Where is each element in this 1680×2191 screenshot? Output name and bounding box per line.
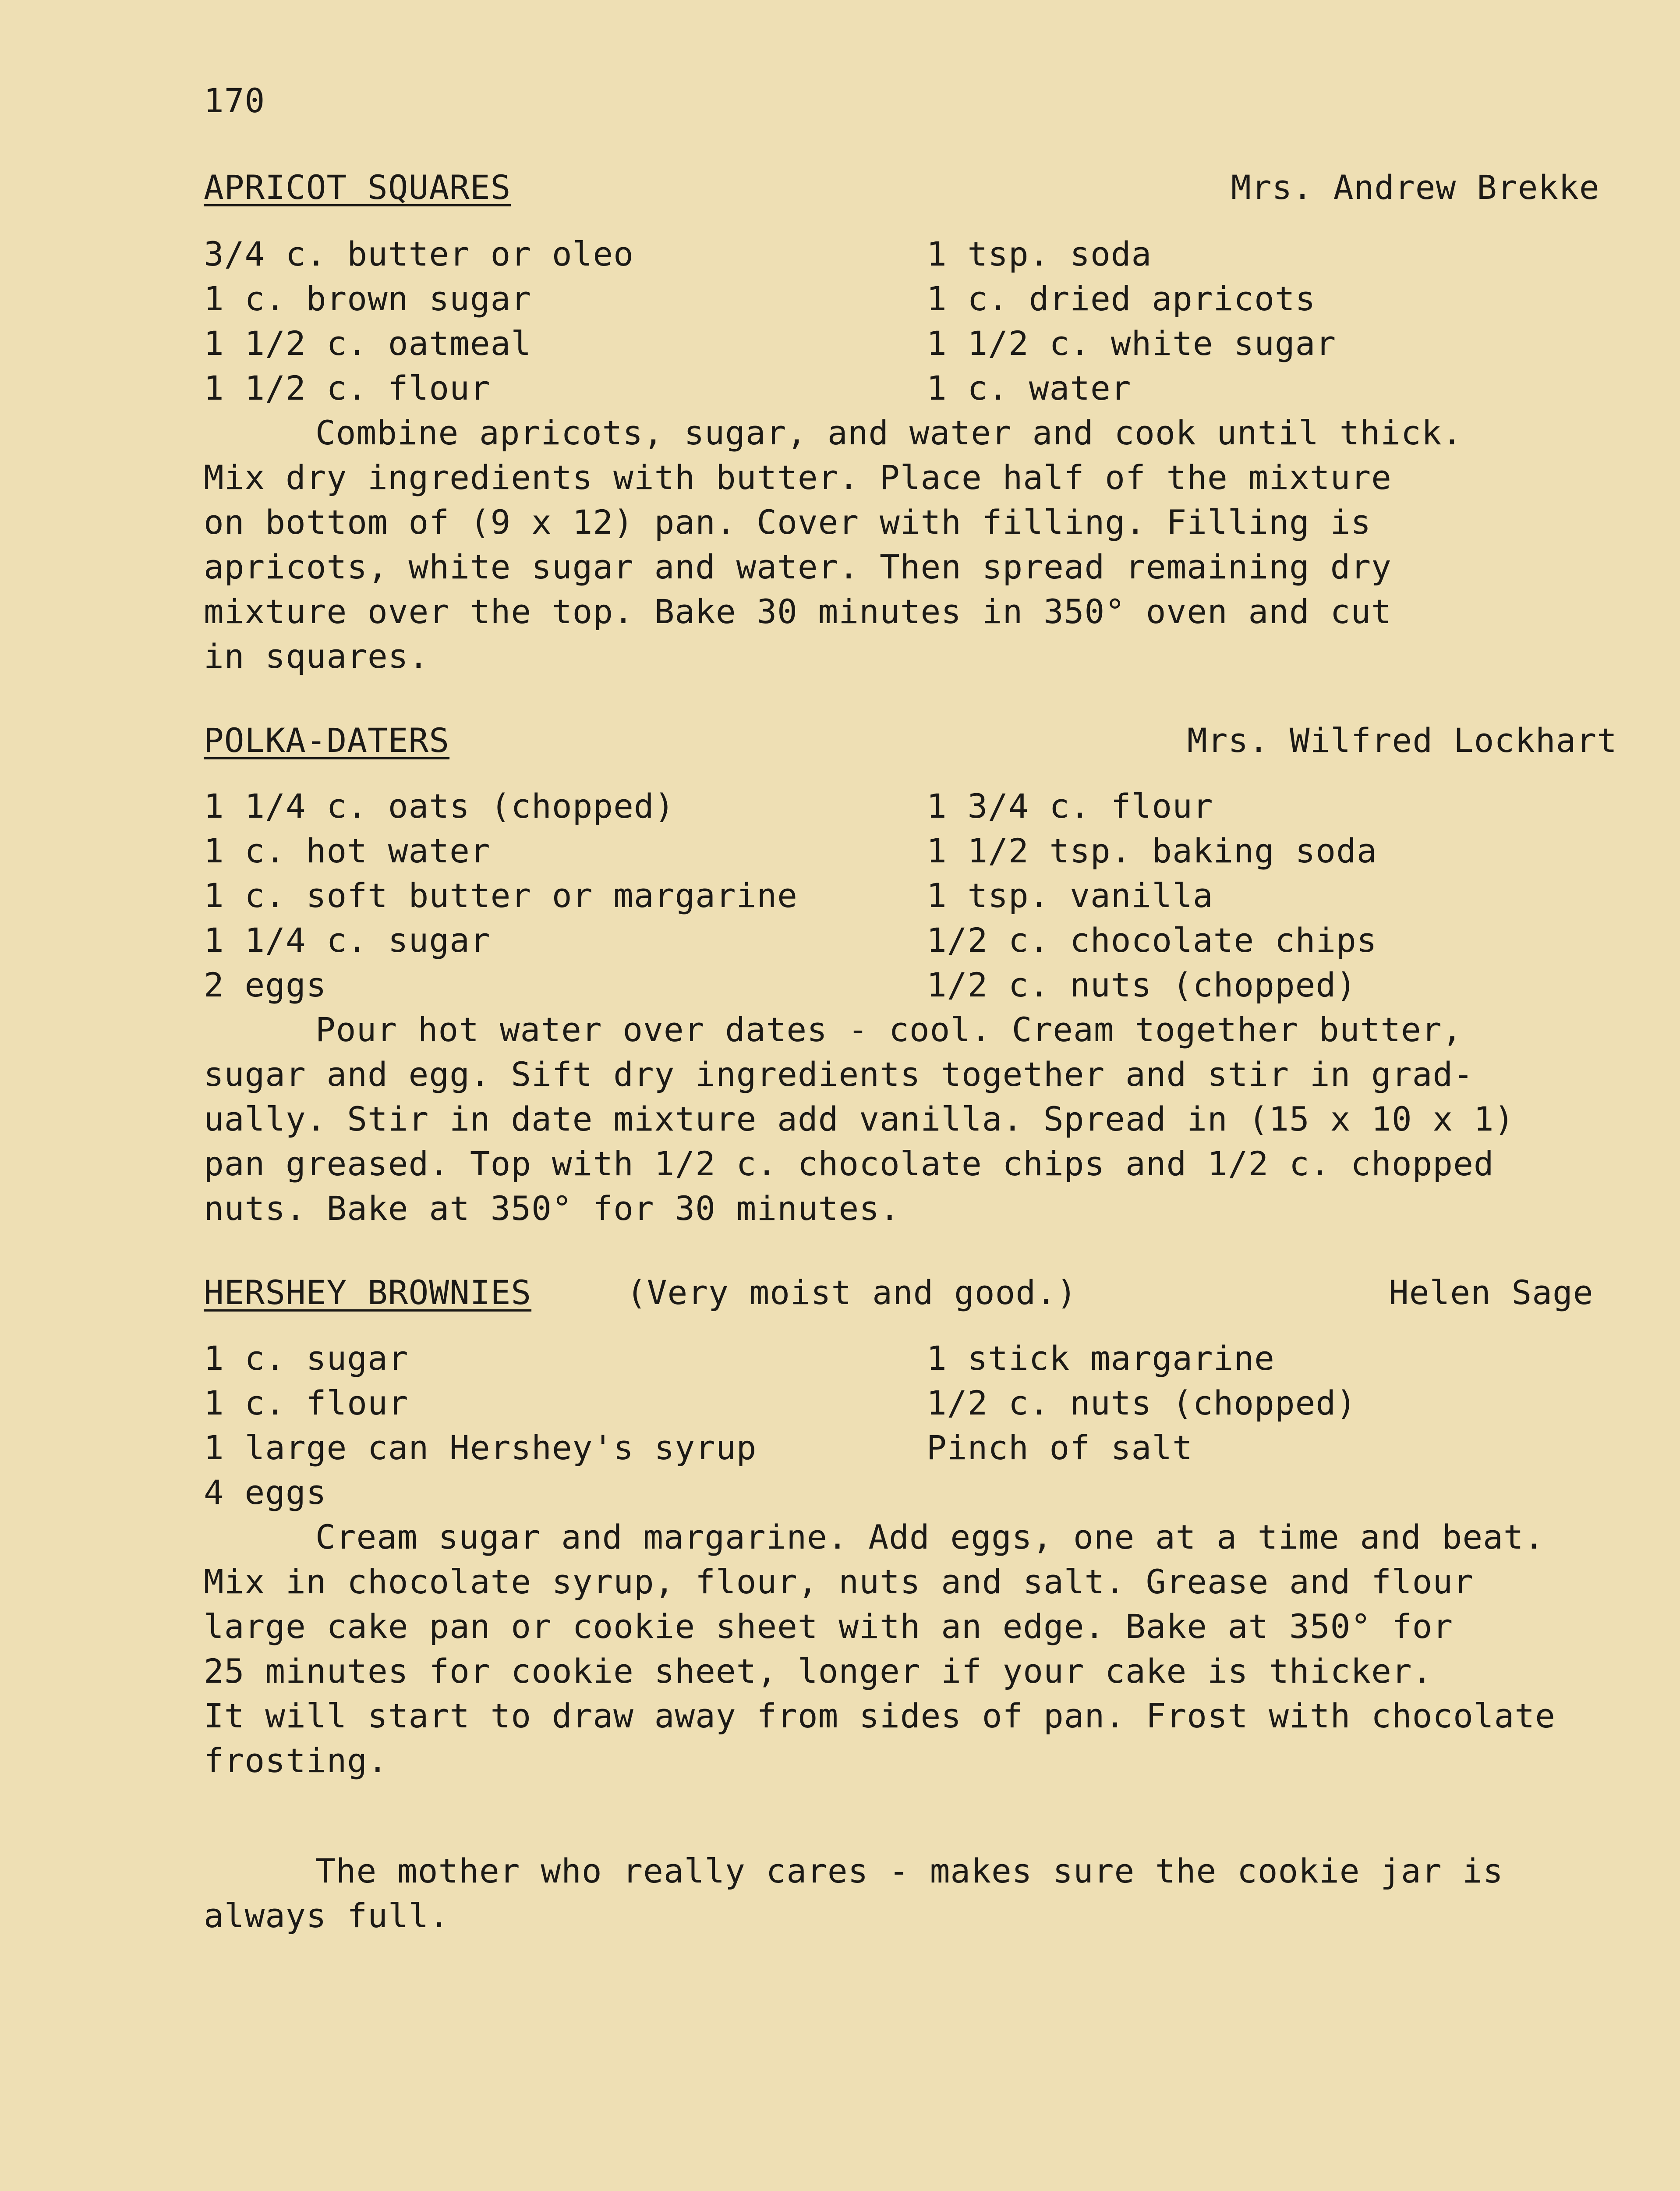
ingredient-left: 4 eggs — [204, 1473, 327, 1512]
recipe-note: (Very moist and good.) — [626, 1273, 1077, 1312]
direction-line: in squares. — [204, 637, 429, 676]
ingredient-right: 1 c. water — [927, 369, 1132, 408]
ingredient-left: 1 large can Hershey's syrup — [204, 1428, 757, 1467]
direction-line: mixture over the top. Bake 30 minutes in 350° oven and cut — [204, 592, 1392, 631]
ingredient-right: 1 3/4 c. flour — [927, 787, 1213, 826]
direction-line: nuts. Bake at 350° for 30 minutes. — [204, 1189, 900, 1228]
direction-line: 25 minutes for cookie sheet, longer if your cake is thicker. — [204, 1652, 1433, 1691]
direction-line: on bottom of (9 x 12) pan. Cover with filling. Filling is — [204, 503, 1372, 542]
recipe-title: APRICOT SQUARES — [204, 168, 511, 207]
direction-line: Mix in chocolate syrup, flour, nuts and salt. Grease and flour — [204, 1562, 1474, 1601]
direction-line: large cake pan or cookie sheet with an edge. Bake at 350° for — [204, 1607, 1454, 1646]
ingredient-right: 1 tsp. soda — [927, 234, 1152, 273]
ingredient-left: 1 1/2 c. oatmeal — [204, 324, 532, 363]
ingredient-right: Pinch of salt — [927, 1428, 1193, 1467]
ingredient-left: 1 1/4 c. oats (chopped) — [204, 787, 675, 826]
page-number: 170 — [204, 81, 265, 120]
direction-line: ually. Stir in date mixture add vanilla. Spread in (15 x 10 x 1) — [204, 1099, 1515, 1138]
direction-line: Cream sugar and margarine. Add eggs, one at a time and beat. — [315, 1517, 1545, 1556]
recipe-author: Helen Sage — [1389, 1273, 1594, 1312]
direction-line: It will start to draw away from sides of pan. Frost with chocolate — [204, 1696, 1556, 1735]
ingredient-left: 1 1/2 c. flour — [204, 369, 491, 408]
ingredient-right: 1/2 c. nuts (chopped) — [927, 965, 1357, 1004]
ingredient-left: 1 c. hot water — [204, 831, 491, 870]
direction-line: frosting. — [204, 1741, 388, 1780]
closing-line: The mother who really cares - makes sure the cookie jar is — [315, 1851, 1503, 1890]
ingredient-left: 1 c. soft butter or margarine — [204, 876, 798, 915]
ingredient-left: 2 eggs — [204, 965, 327, 1004]
ingredient-left: 1 c. flour — [204, 1383, 409, 1422]
closing-line: always full. — [204, 1896, 450, 1935]
ingredient-left: 3/4 c. butter or oleo — [204, 234, 634, 273]
direction-line: pan greased. Top with 1/2 c. chocolate chips and 1/2 c. chopped — [204, 1144, 1494, 1183]
ingredient-right: 1/2 c. chocolate chips — [927, 921, 1377, 960]
recipe-title: POLKA-DATERS — [204, 721, 450, 760]
ingredient-right: 1 c. dried apricots — [927, 279, 1316, 318]
recipe-author: Mrs. Wilfred Lockhart — [1187, 721, 1617, 760]
direction-line: Combine apricots, sugar, and water and cook until thick. — [315, 413, 1463, 452]
ingredient-right: 1/2 c. nuts (chopped) — [927, 1383, 1357, 1422]
recipe-title: HERSHEY BROWNIES — [204, 1273, 532, 1312]
ingredient-left: 1 c. brown sugar — [204, 279, 532, 318]
ingredient-left: 1 c. sugar — [204, 1339, 409, 1378]
direction-line: Mix dry ingredients with butter. Place half of the mixture — [204, 458, 1392, 497]
ingredient-right: 1 1/2 c. white sugar — [927, 324, 1337, 363]
recipe-author: Mrs. Andrew Brekke — [1231, 168, 1600, 207]
direction-line: Pour hot water over dates - cool. Cream together butter, — [315, 1010, 1463, 1049]
ingredient-right: 1 stick margarine — [927, 1339, 1275, 1378]
ingredient-right: 1 1/2 tsp. baking soda — [927, 831, 1377, 870]
ingredient-right: 1 tsp. vanilla — [927, 876, 1213, 915]
direction-line: sugar and egg. Sift dry ingredients together and stir in grad- — [204, 1055, 1474, 1094]
ingredient-left: 1 1/4 c. sugar — [204, 921, 491, 960]
direction-line: apricots, white sugar and water. Then spread remaining dry — [204, 547, 1392, 586]
